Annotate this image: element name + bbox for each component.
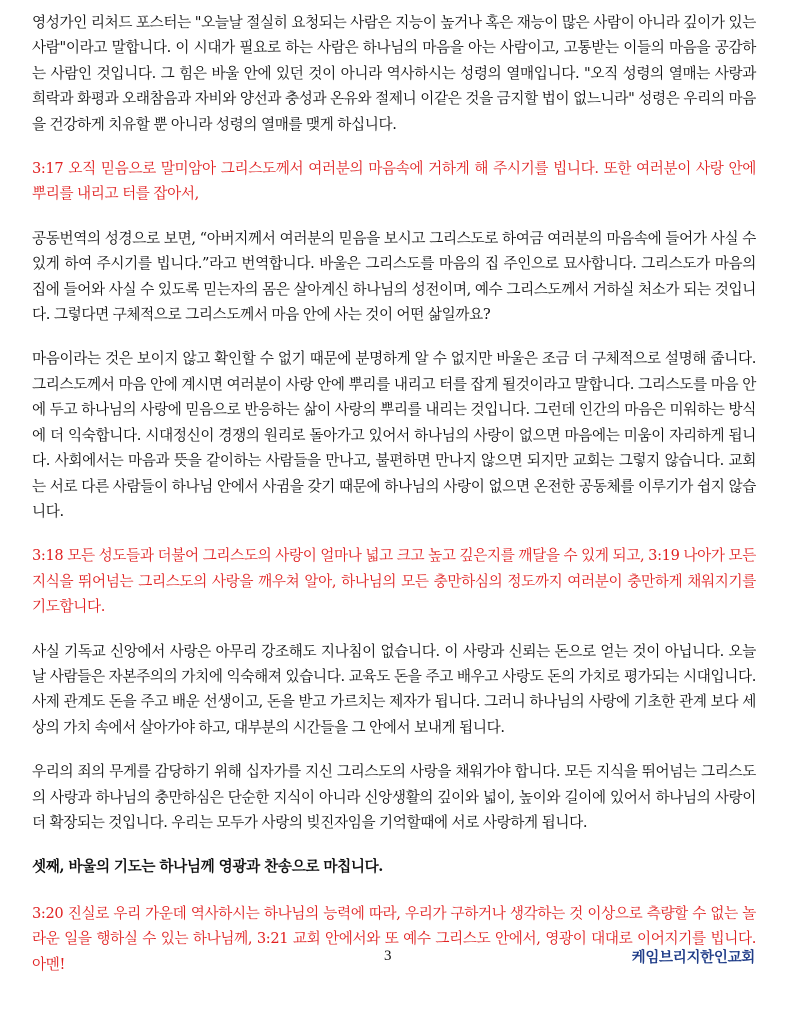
page-number: 3 bbox=[384, 948, 392, 964]
paragraph-richard-foster: 영성가인 리처드 포스터는 "오늘날 절실히 요청되는 사람은 지능이 높거나 혹은 재능이 많은 사람이 아니라 깊이가 있는 사람"이라고 말합니다. 이 시대가 필요로 하는 사람은 하나님의 마음을 아는 사람이고, 고통받는 이들의 마음을 공감하는 사람인 것입니다. 그 힘은 바울 안에 있던 것이 아니라 역사하시는 성령의 열매입니다. "오직 성령의 열매는 사랑과 희락과 화평과 오래참음과 자비와 양선과 충성과 온유와 절제니 이같은 것을 금지할 법이 없느니라" 성령은 우리의 마음을 건강하게 치유할 뿐 아니라 성령의 열매를 맺게 하십니다. bbox=[32, 14, 756, 133]
church-name: 케임브리지한인교회 bbox=[631, 950, 755, 966]
scripture-verse-3-20-21: 3:20 진실로 우리 가운데 역사하시는 하나님의 능력에 따라, 우리가 구하거나 생각하는 것 이상으로 측량할 수 없는 놀라운 일을 행하실 수 있는 하나님께, 3:21 교회 안에서와 또 예수 그리스도 안에서, 영광이 대대로 이어지기를 빕니다. 아멘! bbox=[32, 904, 756, 973]
paragraph-weight-of-sin: 우리의 죄의 무게를 감당하기 위해 십자가를 지신 그리스도의 사랑을 채워가야 합니다. 모든 지식을 뛰어넘는 그리스도의 사랑과 하나님의 충만하심은 단순한 지식이 아니라 신앙생활의 깊이와 넓이, 높이와 길이에 있어서 하나님의 사랑이 더 확장되는 것입니다. 우리는 모두가 사랑의 빚진자임을 기억할때에 서로 사랑하게 됩니다. bbox=[32, 763, 756, 831]
section-heading-third: 셋째, 바울의 기도는 하나님께 영광과 찬송으로 마칩니다. bbox=[32, 858, 384, 876]
scripture-verse-3-18-19: 3:18 모든 성도들과 더불어 그리스도의 사랑이 얼마나 넓고 크고 높고 깊은지를 깨달을 수 있게 되고, 3:19 나아가 모든 지식을 뛰어넘는 그리스도의 사랑을 깨우쳐 알아, 하나님의 모든 충만하심의 정도까지 여러분이 충만하게 채워지기를 기도합니다. bbox=[32, 547, 756, 616]
paragraph-common-translation: 공동번역의 성경으로 보면, “아버지께서 여러분의 믿음을 보시고 그리스도로 하여금 여러분의 마음속에 들어가 사실 수 있게 하여 주시기를 빕니다.”라고 번역합니다. 바울은 그리스도를 마음의 집 주인으로 묘사합니다. 그리스도가 마음의 집에 들어와 사실 수 있도록 믿는자의 몸은 살아계신 하나님의 성전이며, 예수 그리스도께서 거하실 처소가 되는 것입니다. 그렇다면 구체적으로 그리스도께서 마음 안에 사는 것이 어떤 삶일까요? bbox=[32, 229, 756, 324]
scripture-verse-3-17: 3:17 오직 믿음으로 말미암아 그리스도께서 여러분의 마음속에 거하게 해 주시기를 빕니다. 또한 여러분이 사랑 안에 뿌리를 내리고 터를 잡아서, bbox=[32, 160, 756, 203]
document-page bbox=[32, 10, 756, 996]
paragraph-heart-and-love: 마음이라는 것은 보이지 않고 확인할 수 없기 때문에 분명하게 알 수 없지만 바울은 조금 더 구체적으로 설명해 줍니다. 그리스도께서 마음 안에 계시면 여러분이 사랑 안에 뿌리를 내리고 터를 잡게 될것이라고 말합니다. 그리스도를 마음 안에 두고 하나님의 사랑에 믿음으로 반응하는 삶이 사랑의 뿌리를 내리는 것입니다. 그런데 인간의 마음은 미워하는 방식에 더 익숙합니다. 시대정신이 경쟁의 원리로 돌아가고 있어서 하나님의 사랑이 없으면 마음에는 미움이 자리하게 됩니다. 사회에서는 마음과 뜻을 같이하는 사람들을 만나고, 불편하면 만나지 않으면 되지만 교회는 그렇지 않습니다. 교회는 서로 다른 사람들이 하나님 안에서 사귐을 갖기 때문에 하나님의 사랑이 없으면 온전한 공동체를 이루기가 쉽지 않습니다. bbox=[32, 350, 756, 520]
paragraph-christian-love: 사실 기독교 신앙에서 사랑은 아무리 강조해도 지나침이 없습니다. 이 사랑과 신뢰는 돈으로 얻는 것이 아닙니다. 오늘날 사람들은 자본주의의 가치에 익숙해져 있습니다. 교육도 돈을 주고 배우고 사랑도 돈의 가치로 평가되는 시대입니다. 사제 관계도 돈을 주고 배운 선생이고, 돈을 받고 가르치는 제자가 됩니다. 그러니 하나님의 사랑에 기초한 관계 보다 세상의 가치 속에서 살아가야 하고, 대부분의 시간들을 그 안에서 보내게 됩니다. bbox=[32, 642, 756, 736]
